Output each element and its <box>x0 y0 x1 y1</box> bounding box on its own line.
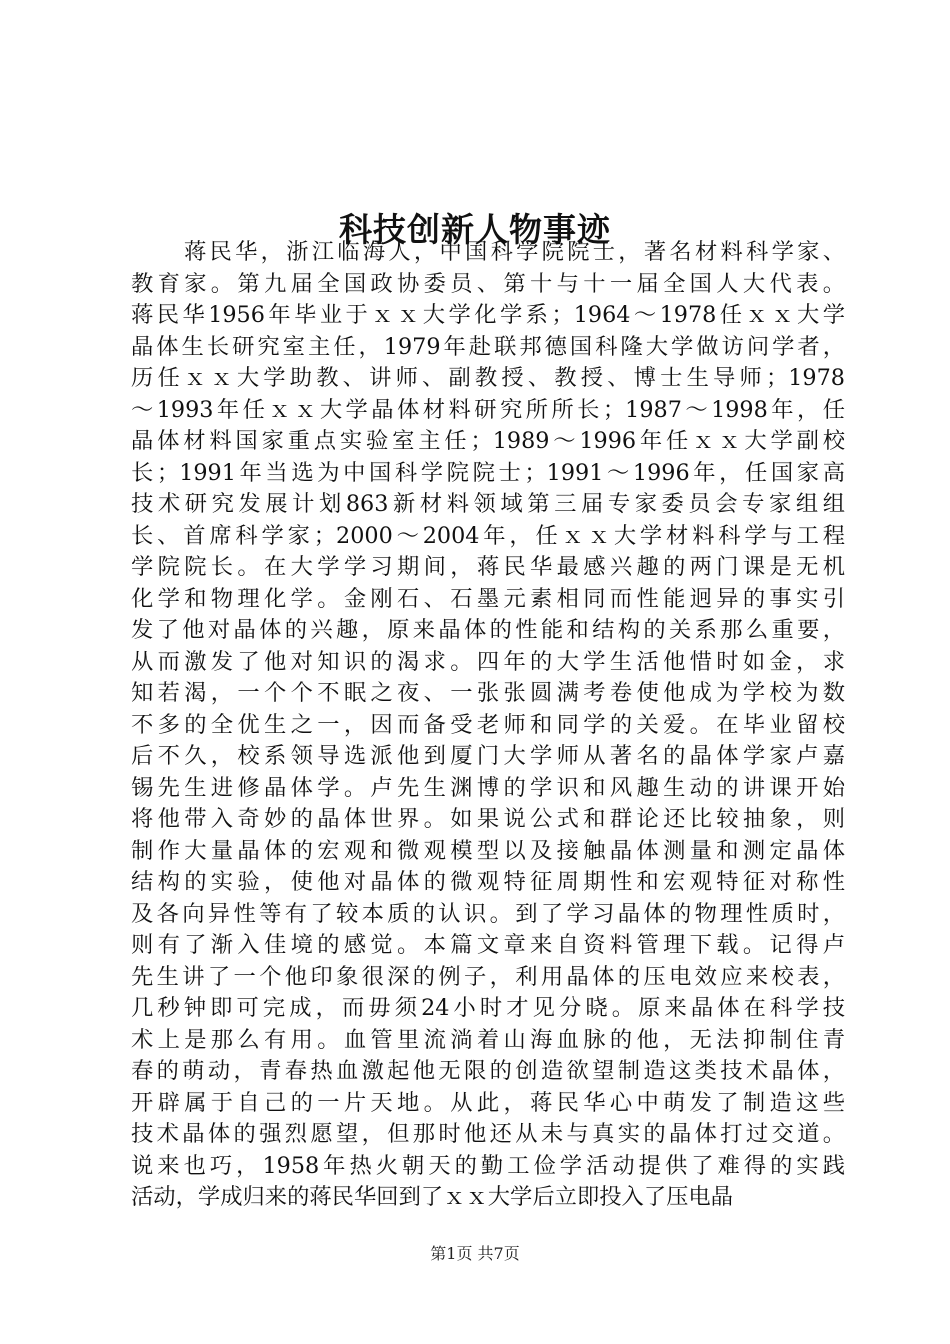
body-line: 不多的全优生之一，因而备受老师和同学的关爱。在毕业留校 <box>131 711 845 738</box>
body-line: 蒋民华，浙江临海人，中国科学院院士，著名材料科学家、 <box>184 239 845 265</box>
body-line: 知若渴，一个个不眠之夜、一张张圆满考卷使他成为学校为数 <box>131 680 845 706</box>
body-line: 则有了渐入佳境的感觉。本篇文章来自资料管理下载。记得卢 <box>131 932 845 958</box>
body-line: 长；1991年当选为中国科学院院士；1991～1996年，任国家高 <box>131 459 845 486</box>
body-line: 发了他对晶体的兴趣，原来晶体的性能和结构的关系那么重要， <box>131 617 845 643</box>
body-line: 先生讲了一个他印象很深的例子，利用晶体的压电效应来校表， <box>131 963 845 990</box>
body-line: 及各向异性等有了较本质的认识。到了学习晶体的物理性质时， <box>131 900 845 927</box>
body-line: 晶体材料国家重点实验室主任；1989～1996年任ｘｘ大学副校 <box>131 428 845 454</box>
body-line: 晶体生长研究室主任，1979年赴联邦德国科隆大学做访问学者， <box>131 333 845 360</box>
body-line: ～1993年任ｘｘ大学晶体材料研究所所长；1987～1998年，任 <box>131 396 845 423</box>
body-line: 活动，学成归来的蒋民华回到了ｘｘ大学后立即投入了压电晶 <box>131 1184 734 1210</box>
body-line: 长、首席科学家；2000～2004年，任ｘｘ大学材料科学与工程 <box>131 522 845 549</box>
body-line: 学院院长。在大学学习期间，蒋民华最感兴趣的两门课是无机 <box>131 554 845 580</box>
body-line: 化学和物理化学。金刚石、石墨元素相同而性能迥异的事实引 <box>131 585 845 612</box>
body-line: 历任ｘｘ大学助教、讲师、副教授、教授、博士生导师；1978 <box>131 365 845 391</box>
body-line: 春的萌动，青春热血激起他无限的创造欲望制造这类技术晶体， <box>131 1058 845 1084</box>
body-line: 技术研究发展计划863新材料领域第三届专家委员会专家组组 <box>131 491 845 517</box>
body-line: 锡先生进修晶体学。卢先生渊博的学识和风趣生动的讲课开始 <box>131 774 845 801</box>
body-line: 开辟属于自己的一片天地。从此，蒋民华心中萌发了制造这些 <box>131 1089 845 1116</box>
body-line: 几秒钟即可完成，而毋须24小时才见分晓。原来晶体在科学技 <box>131 995 845 1021</box>
body-line: 制作大量晶体的宏观和微观模型以及接触晶体测量和测定晶体 <box>131 837 845 864</box>
body-line: 说来也巧，1958年热火朝天的勤工俭学活动提供了难得的实践 <box>131 1152 845 1179</box>
body-line: 从而激发了他对知识的渴求。四年的大学生活他惜时如金，求 <box>131 648 845 675</box>
body-line: 蒋民华1956年毕业于ｘｘ大学化学系；1964～1978任ｘｘ大学 <box>131 302 845 328</box>
body-line: 结构的实验，使他对晶体的微观特征周期性和宏观特征对称性 <box>131 869 845 895</box>
body-line: 技术晶体的强烈愿望，但那时他还从未与真实的晶体打过交道。 <box>131 1121 845 1147</box>
body-line: 后不久，校系领导选派他到厦门大学师从著名的晶体学家卢嘉 <box>131 743 845 769</box>
body-line: 术上是那么有用。血管里流淌着山海血脉的他，无法抑制住青 <box>131 1026 845 1053</box>
document-title: 科技创新人物事迹 <box>339 210 611 250</box>
page-footer: 第1页 共7页 <box>430 1244 520 1263</box>
document-body <box>131 237 845 1214</box>
body-line: 教育家。第九届全国政协委员、第十与十一届全国人大代表。 <box>131 270 845 297</box>
body-line: 将他带入奇妙的晶体世界。如果说公式和群论还比较抽象，则 <box>131 806 845 832</box>
